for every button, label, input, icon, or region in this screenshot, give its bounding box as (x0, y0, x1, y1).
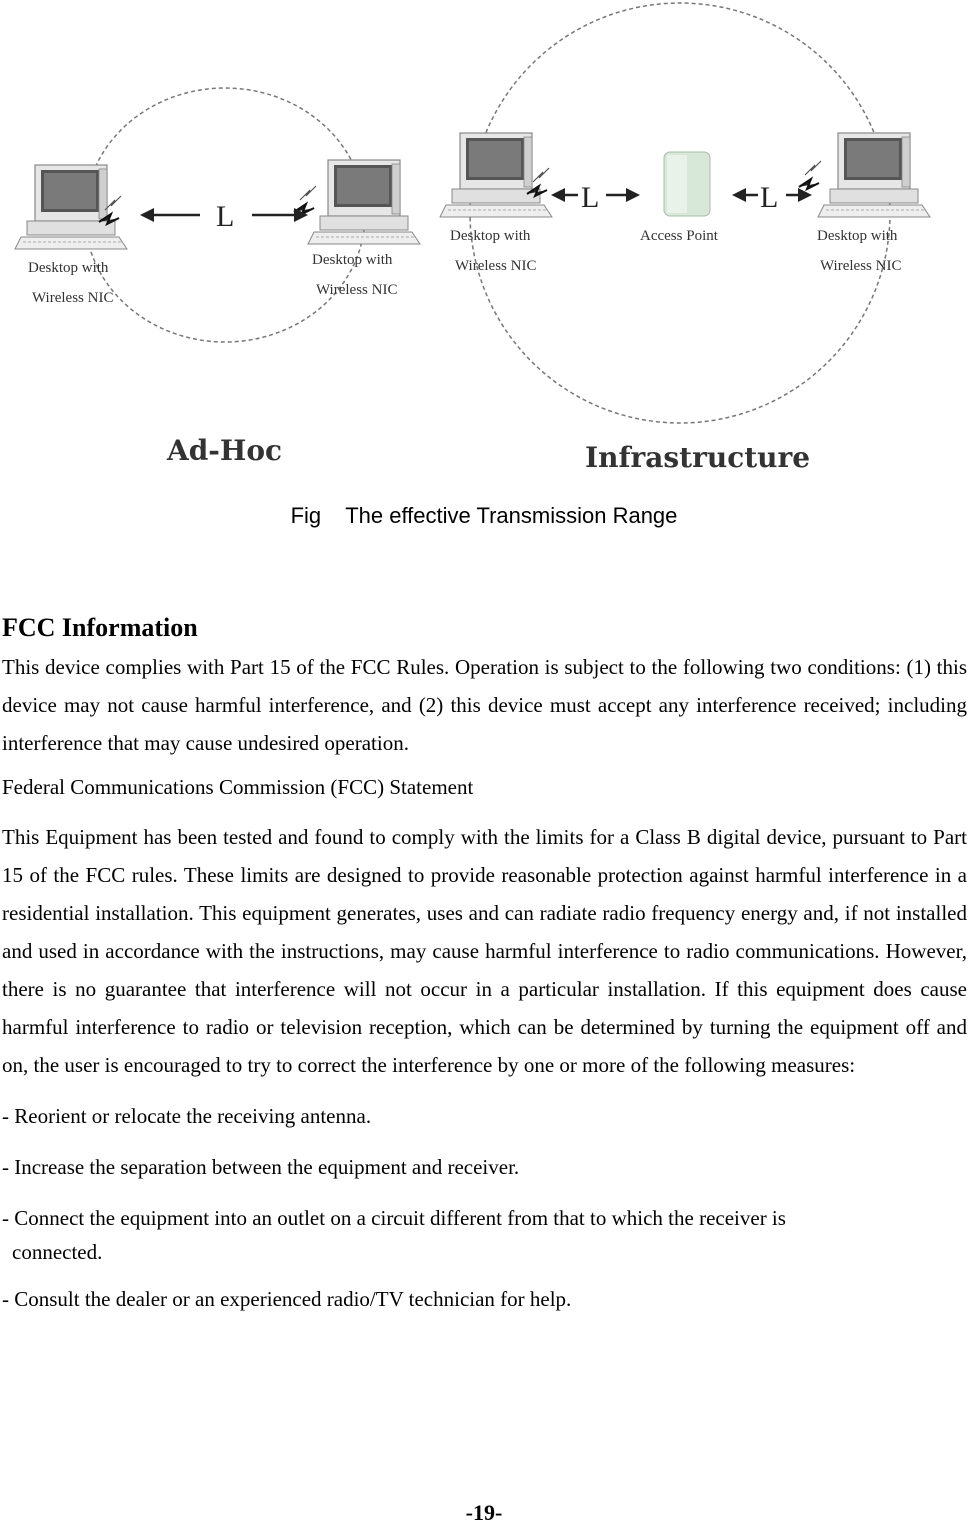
transmission-range-diagram (0, 0, 968, 490)
infra-left-computer-icon (440, 133, 552, 217)
infra-ap-label: Access Point (640, 228, 718, 244)
measure-consult: - Consult the dealer or an experienced radio/TV technician for help. (2, 1287, 572, 1311)
fcc-class-b-paragraph: This Equipment has been tested and found to comply with the limits for a Class B digital device, pursuant to Part 15 of the FCC rules. These limits are designed to provide reasonable protection against harmful interference in a residential installation. This equipment generates, uses and can radiate radio frequency energy and, if not installed and used in accordance with the instructions, may cause harmful interference to radio communications. However, there is no guarantee that interference will not occur in a particular installation. If this equipment does cause harmful interference to radio or television reception, which can be determined by turning the equipment off and on, the user is encouraged to try to correct the interference by one or more of the following measures: (2, 825, 967, 1077)
page-number: -19- (465, 1500, 503, 1525)
infra-right-antenna-icon (799, 161, 821, 189)
fcc-compliance-paragraph: This device complies with Part 15 of the FCC Rules. Operation is subject to the following two conditions: (1) this device may not cause harmful interference, and (2) this device must accept any interference received; including interference that may cause undesired operation. (2, 655, 967, 755)
adhoc-left-label-line2: Wireless NIC (32, 290, 114, 306)
infra-right-label-line2: Wireless NIC (820, 258, 902, 274)
access-point-icon (664, 152, 710, 216)
infra-distance-label-right: L (760, 181, 779, 214)
measure-outlet-line2: connected. (12, 1240, 103, 1264)
fcc-section (2, 612, 967, 1318)
adhoc-right-label-line1: Desktop with (312, 252, 393, 268)
adhoc-distance-label: L (216, 200, 235, 233)
measure-outlet-line1: - Connect the equipment into an outlet on a circuit different from that to which the receiver is (2, 1206, 786, 1230)
measure-outlet (2, 1199, 967, 1267)
adhoc-title: Ad-Hoc (167, 434, 283, 467)
fcc-statement-title: Federal Communications Commission (FCC) Statement (2, 775, 474, 799)
infra-right-label-line1: Desktop with (817, 228, 898, 244)
fcc-heading: FCC Information (2, 613, 198, 642)
figure-caption: Fig The effective Transmission Range (290, 503, 678, 528)
adhoc-left-computer-icon (15, 165, 127, 249)
infra-distance-label-left: L (581, 181, 600, 214)
measure-reorient: - Reorient or relocate the receiving antenna. (2, 1104, 372, 1128)
infra-left-label-line2: Wireless NIC (455, 258, 537, 274)
measure-separation: - Increase the separation between the equipment and receiver. (2, 1155, 520, 1179)
adhoc-left-label-line1: Desktop with (28, 260, 109, 276)
adhoc-right-label-line2: Wireless NIC (316, 282, 398, 298)
infra-left-label-line1: Desktop with (450, 228, 531, 244)
infra-right-computer-icon (818, 133, 930, 217)
infrastructure-title: Infrastructure (585, 441, 811, 474)
